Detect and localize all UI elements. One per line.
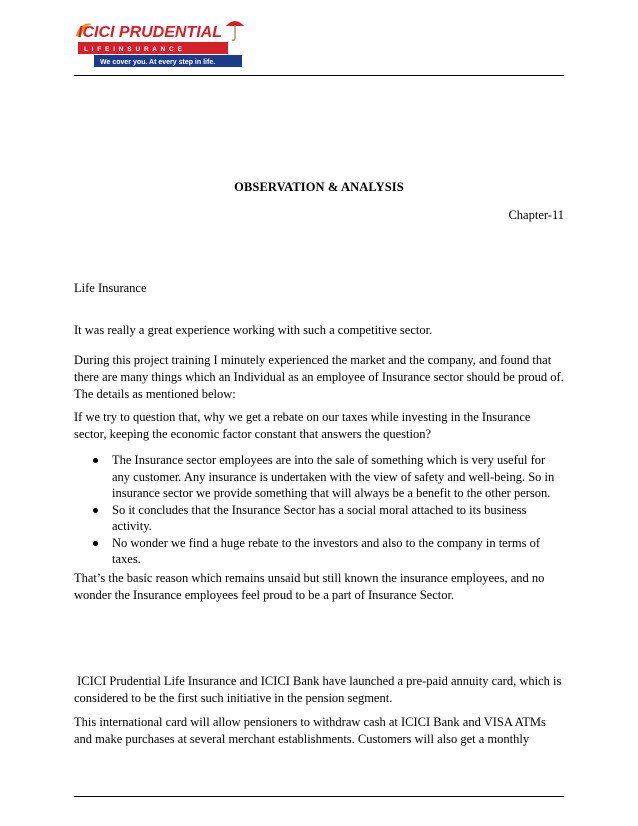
company-logo bbox=[72, 16, 250, 68]
paragraph-international-card: This international card will allow pensioners to withdraw cash at ICICI Bank and VISA ATMs and make purchases at several merchant establishments. Customers will also get a monthly bbox=[74, 715, 546, 746]
paragraph-annuity-card: ICICI Prudential Life Insurance and ICICI Bank have launched a pre-paid annuity card, which is considered to be the first such initiative in the pension segment. bbox=[74, 674, 565, 705]
paragraph-question: If we try to question that, why we get a rebate on our taxes while investing in the Insurance sector, keeping the economic factor constant that answers the question? bbox=[74, 410, 531, 441]
bullet-list bbox=[74, 452, 564, 568]
bullet-icon bbox=[93, 458, 98, 463]
list-item bbox=[74, 535, 564, 568]
paragraph-training: During this project training I minutely experienced the market and the company, and found that there are many things which an Individual as an employee of Insurance sector should be proud of. The details as mentioned below: bbox=[74, 353, 564, 401]
list-item bbox=[74, 502, 564, 535]
bullet-icon bbox=[93, 508, 98, 513]
paragraph-conclusion: That’s the basic reason which remains unsaid but still known the insurance employees, and no wonder the Insurance employees feel proud to be a part of Insurance Sector. bbox=[74, 571, 545, 602]
footer-rule bbox=[74, 796, 564, 797]
bullet-icon bbox=[93, 541, 98, 546]
umbrella-icon bbox=[226, 21, 244, 40]
header-rule bbox=[74, 75, 564, 76]
logo-tagline: We cover you. At every step in life. bbox=[100, 59, 216, 66]
paragraph-intro: It was really a great experience working with such a competitive sector. bbox=[74, 323, 433, 337]
list-item bbox=[74, 452, 564, 502]
logo-subline: L I F E I N S U R A N C E bbox=[84, 46, 183, 53]
page-heading: OBSERVATION & ANALYSIS bbox=[234, 180, 404, 194]
bullet-text: So it concludes that the Insurance Sector has a social moral attached to its business activity. bbox=[112, 502, 527, 533]
chapter-label: Chapter-11 bbox=[508, 208, 564, 222]
section-title: Life Insurance bbox=[74, 281, 147, 295]
bullet-text: The Insurance sector employees are into the sale of something which is very useful for any customer. Any insurance is undertaken with the view of safety and well-being. So in insurance sector we provide something that will always be a benefit to the other person. bbox=[112, 453, 555, 500]
bullet-text: No wonder we find a huge rebate to the investors and also to the company in terms of taxes. bbox=[112, 535, 541, 566]
logo-brand: ICICI PRUDENTIAL bbox=[78, 24, 222, 41]
